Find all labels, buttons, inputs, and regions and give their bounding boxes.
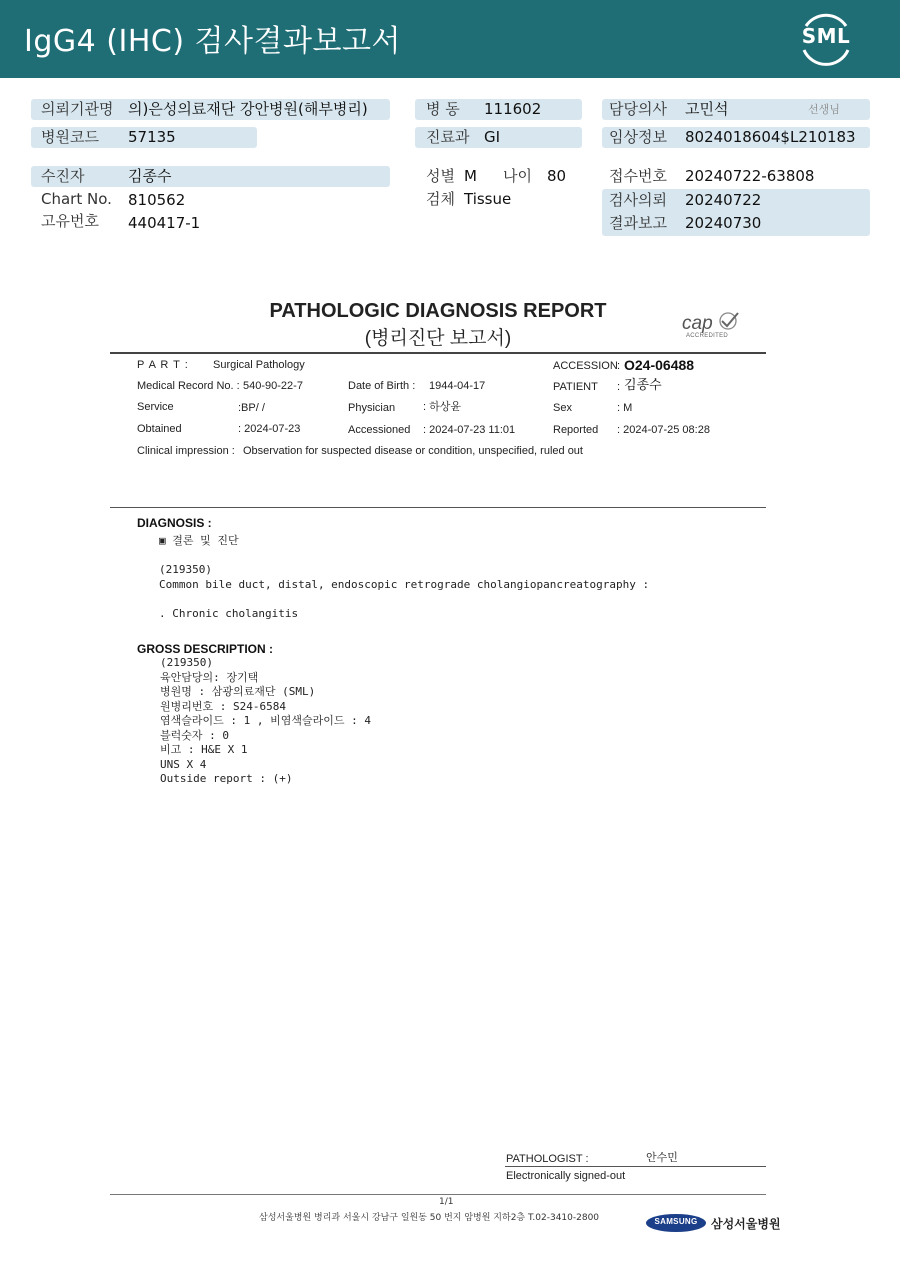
department-value: GI — [484, 128, 501, 146]
doctor-value: 고민석 — [685, 100, 729, 118]
department-row — [415, 127, 582, 148]
part-label: P A R T : — [137, 359, 189, 371]
patient-name-colon: : — [617, 381, 621, 393]
pathologist-label: PATHOLOGIST : — [506, 1153, 589, 1165]
service-label: Service — [137, 401, 174, 413]
accessioned-label: Accessioned — [348, 424, 411, 436]
obtained-value: : 2024-07-23 — [238, 423, 301, 435]
hospital-name: 삼성서울병원 — [711, 1217, 781, 1231]
specimen-label: 검체 — [426, 190, 455, 208]
page-number: 1/1 — [439, 1197, 454, 1207]
clinical-impression-value: Observation for suspected disease or condition, unspecified, ruled out — [243, 445, 583, 457]
cap-word: cap — [682, 313, 713, 334]
sml-logo-text: SML — [801, 24, 851, 48]
cap-check-icon — [716, 310, 740, 332]
patient-label: 수진자 — [41, 167, 85, 185]
medical-record-label: Medical Record No. : — [137, 380, 240, 392]
sex-field-label: Sex — [553, 402, 572, 414]
accession-label: ACCESSION — [553, 360, 618, 372]
header-band — [0, 0, 900, 78]
ward-row — [415, 99, 582, 120]
chart-no-value: 810562 — [128, 191, 186, 209]
report-header-divider — [110, 352, 766, 354]
diagnosis-line — [159, 592, 649, 607]
samsung-logo-text: SAMSUNG — [654, 1217, 698, 1226]
patient-name-value: 김종수 — [624, 377, 662, 392]
report-title: PATHOLOGIC DIAGNOSIS REPORT — [269, 300, 607, 322]
reported-label: Reported — [553, 424, 599, 436]
clinical-info-value: 8024018604$L210183 — [685, 128, 856, 146]
dob-value: 1944-04-17 — [429, 380, 486, 392]
patient-value: 김종수 — [128, 167, 172, 185]
obtained-label: Obtained — [137, 423, 182, 435]
diagnosis-line: . Chronic cholangitis — [159, 606, 299, 620]
institution-label: 의뢰기관명 — [41, 100, 114, 118]
medical-record-value: 540-90-22-7 — [243, 380, 303, 392]
doctor-honorific: 선생님 — [808, 103, 840, 116]
gross-line: 육안담당의: 장기택 — [160, 670, 259, 684]
diagnosis-line: (219350) — [159, 563, 212, 576]
diagnosis-subheading: ▣ 결론 및 진단 — [159, 534, 239, 547]
signature-divider — [505, 1166, 766, 1167]
dob-label: Date of Birth : — [348, 380, 416, 392]
gross-description-body — [160, 656, 371, 787]
institution-value: 의)은성의료재단 강안병원(해부병리) — [128, 100, 368, 118]
doctor-row — [602, 99, 870, 120]
service-value: :BP/ / — [238, 402, 265, 414]
gross-line: 비고 : H&E X 1 — [160, 743, 248, 756]
department-label: 진료과 — [426, 128, 470, 146]
institution-row — [31, 99, 390, 120]
accessioned-value: : 2024-07-23 11:01 — [423, 424, 516, 436]
physician-value: : 하상윤 — [423, 401, 461, 413]
footer-divider — [110, 1194, 766, 1195]
request-date-value: 20240722 — [685, 191, 762, 209]
document-title: IgG4 (IHC) 검사결과보고서 — [24, 24, 401, 59]
request-date-label: 검사의뢰 — [609, 191, 667, 209]
footer-address: 삼성서울병원 병리과 서울시 강남구 일원동 50 번지 암병원 지하2층 T.02-3410-2800 — [259, 1213, 600, 1223]
samsung-logo — [646, 1214, 706, 1232]
physician-label: Physician — [348, 402, 396, 414]
hospital-code-label: 병원코드 — [41, 128, 99, 146]
unique-no-value: 440417-1 — [128, 214, 201, 232]
sex-label: 성별 — [426, 167, 455, 185]
chart-no-label: Chart No. — [41, 190, 112, 208]
sml-logo — [796, 10, 856, 66]
gross-line: 염색슬라이드 : 1 , 비염색슬라이드 : 4 — [160, 714, 371, 727]
patient-name-label: PATIENT — [553, 381, 598, 393]
request-report-block — [602, 189, 870, 236]
diagnosis-heading: DIAGNOSIS : — [137, 516, 212, 530]
diagnosis-line: Common bile duct, distal, endoscopic retrograde cholangiopancreatography : — [159, 577, 650, 591]
age-label: 나이 — [503, 167, 532, 185]
age-value: 80 — [547, 167, 567, 185]
specimen-value: Tissue — [464, 190, 512, 208]
clinical-info-label: 임상정보 — [609, 128, 667, 146]
reported-value: : 2024-07-25 08:28 — [617, 424, 710, 436]
unique-no-label: 고유번호 — [41, 212, 99, 230]
gross-line: 병원명 : 삼광의료재단 (SML) — [160, 685, 316, 698]
ward-label: 병 동 — [426, 100, 460, 118]
sex-field-value: : M — [617, 402, 633, 414]
gross-line: Outside report : (+) — [160, 772, 293, 785]
patient-row — [31, 166, 390, 187]
sex-value: M — [464, 167, 477, 185]
gross-line: UNS X 4 — [160, 757, 207, 771]
receipt-no-value: 20240722-63808 — [685, 167, 815, 185]
clinical-info-row — [602, 127, 870, 148]
gross-line: 원병리번호 : S24-6584 — [160, 699, 286, 713]
ward-value: 111602 — [484, 100, 542, 118]
doctor-label: 담당의사 — [609, 100, 667, 118]
gross-description-heading: GROSS DESCRIPTION : — [137, 642, 274, 656]
signed-out-text: Electronically signed-out — [506, 1170, 626, 1182]
accession-colon: : — [617, 360, 621, 372]
pathologist-value: 안수민 — [646, 1152, 678, 1164]
cap-accredited-text: ACCREDITED — [686, 333, 729, 339]
diagnosis-body — [159, 563, 649, 621]
part-value: Surgical Pathology — [213, 359, 305, 371]
accession-value: O24-06488 — [624, 357, 695, 373]
hospital-code-value: 57135 — [128, 128, 176, 146]
report-body-divider — [110, 507, 766, 508]
receipt-no-label: 접수번호 — [609, 167, 667, 185]
report-date-value: 20240730 — [685, 214, 762, 232]
clinical-impression-label: Clinical impression : — [137, 445, 235, 457]
gross-line: (219350) — [160, 656, 213, 669]
report-date-label: 결과보고 — [609, 214, 667, 232]
gross-line: 블럭숫자 : 0 — [160, 728, 229, 742]
hospital-code-row — [31, 127, 257, 148]
cap-accredited-logo — [680, 312, 742, 342]
report-title-korean: (병리진단 보고서) — [364, 328, 512, 349]
